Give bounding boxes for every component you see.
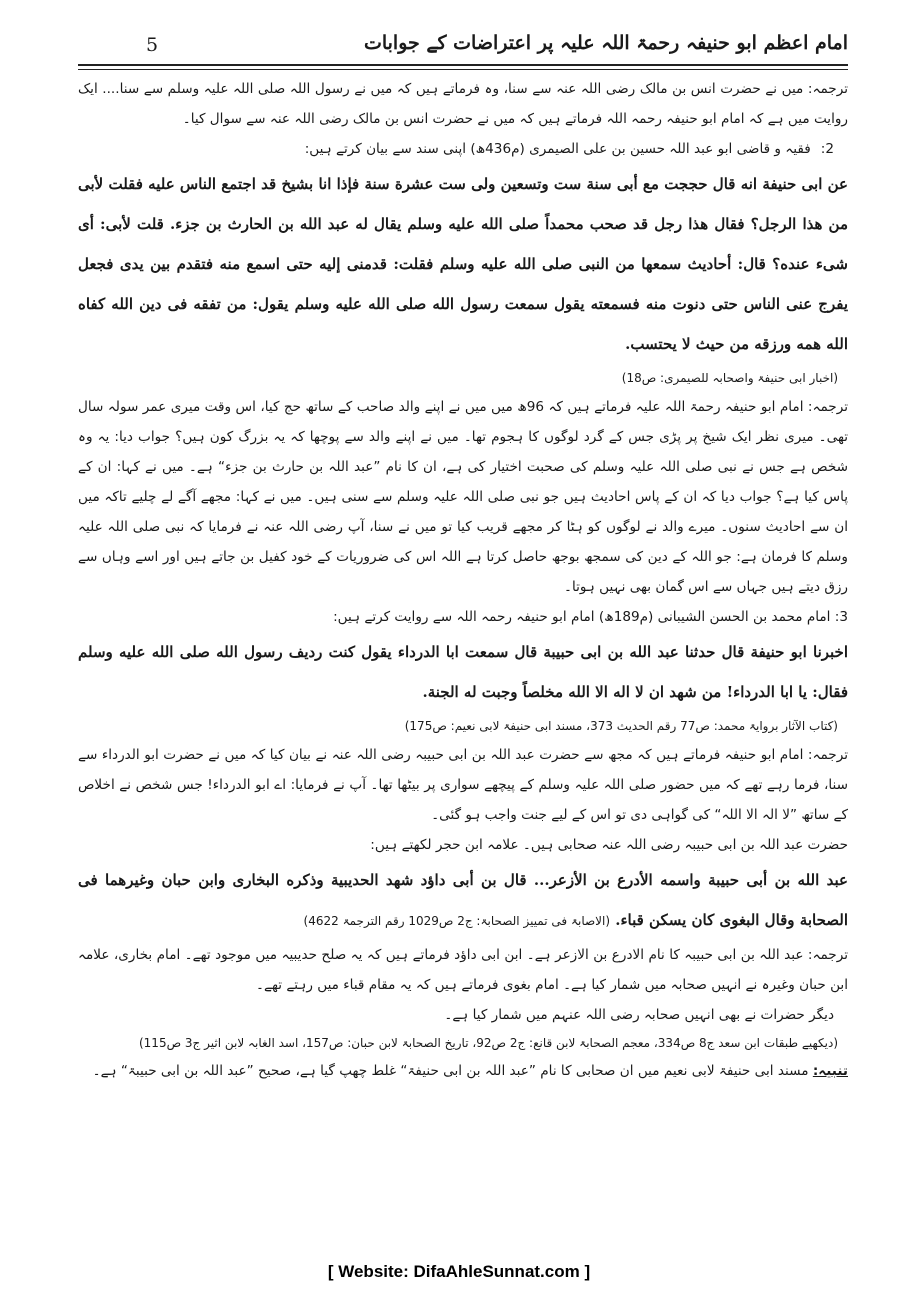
caution-note [78,1056,848,1086]
narration-intro-2 [78,134,848,164]
reference-2: (کتاب الآثار بروایۃ محمد: ص77 رقم الحدیث 373، مسند ابی حنیفۃ لابی نعیم: ص175) [404,719,838,733]
additional-statement: دیگر حضرات نے بھی انہیں صحابہ رضی اللہ عنہم میں شمار کیا ہے۔ [444,1007,834,1023]
narration-intro-text: فقیہ و قاضی ابو عبد اللہ حسین بن علی الصیمری (م436ھ) اپنی سند سے بیان کرتے ہیں: [304,141,811,157]
narration-intro-3: 3: امام محمد بن الحسن الشیبانی (م189ھ) امام ابو حنیفہ رحمہ اللہ سے روایت کرتے ہیں: [333,609,848,625]
arabic-narration-1: عن ابی حنیفة انه قال حججت مع أبی سنة ست وتسعین ولی ست عشرة سنة فإذا انا بشیخ قد اجتمع الناس علیه فقلت لأبی من هذا الرجل؟ فقال هذا رجل قد صحب محمداً صلی الله علیه وسلم یقال له عبد الله بن الحارث بن جزء. قلت لأبی: أی شیء عنده؟ قال: أحادیث سمعها من النبی صلی الله علیه وسلم فقلت: قدمنی إلیه حتی اسمع منه فتقدم بین یدی فجعل یفرج عنی الناس حتی دنوت منه فسمعته یقول سمعت رسول الله صلی الله علیه وسلم یقول: من تفقه فی دین الله کفاه الله همه ورزقه من حیث لا یحتسب. [78,175,848,353]
translation-paragraph-3: ترجمہ: امام ابو حنیفہ فرماتے ہیں کہ مجھ سے حضرت عبد اللہ بن ابی حبیبہ رضی اللہ عنہ نے بیان کیا کہ میں نے حضرت ابو الدرداء سے سنا، فرما رہے تھے کہ میں حضور صلی اللہ علیہ وسلم کے پیچھے سواری پر بیٹھا تھا۔ آپ نے فرمایا: اے ابو الدرداء! جس شخص نے اخلاص کے ساتھ ”لا الہ الا اللہ“ کی گواہی دی تو اس کے لیے جنت واجب ہو گئی۔ [78,747,848,823]
item-number: 2: [820,141,834,157]
caution-label: تنبیہ: [812,1063,848,1079]
page-number: 5 [146,34,159,56]
arabic-quote-ibn-hajar [78,860,848,940]
header-rule [78,64,848,66]
page-header [78,28,848,62]
page-body [78,74,848,1254]
translation-paragraph-4: ترجمہ: عبد اللہ بن ابی حبیبہ کا نام الادرع بن الازعر ہے۔ ابن ابی داؤد فرماتے ہیں کہ یہ صلح حدیبیہ میں موجود تھے۔ امام بخاری، علامہ ابن حبان وغیرہ نے انہیں صحابہ میں شمار کیا ہے۔ امام بغوی فرماتے ہیں کہ یہ مقام قباء میں رہتے تھے۔ [78,947,848,993]
translation-paragraph-1: ترجمہ: میں نے حضرت انس بن مالک رضی اللہ عنہ سے سنا، وہ فرماتے ہیں کہ میں نے رسول اللہ صلی اللہ علیہ وسلم سے سنا.... ایک روایت میں ہے کہ امام ابو حنیفہ رحمہ اللہ فرماتے ہیں کہ میں نے حضرت انس بن مالک رضی اللہ عنہ سے سوال کیا۔ [78,81,848,127]
reference-4: (دیکھیے طبقات ابن سعد ج8 ص334، معجم الصحابۃ لابن قانع: ج2 ص92، تاریخ الصحابۃ لابن حبان: ص157، اسد الغابہ لابن اثیر ج3 ص115) [138,1036,838,1050]
arabic-narration-2: اخبرنا ابو حنیفة قال حدثنا عبد الله بن ابی حبیبة قال سمعت ابا الدرداء یقول کنت ردیف رسول الله صلی الله علیه وسلم فقال: یا ابا الدرداء! من شهد ان لا اله الا الله مخلصاً وجبت له الجنة. [78,643,848,701]
caution-text: مسند ابی حنیفۃ لابی نعیم میں ان صحابی کا نام ”عبد اللہ بن ابی حنیفۃ“ غلط چھپ گیا ہے، صحیح ”عبد اللہ بن ابی حبیبۃ“ ہے۔ [92,1063,809,1079]
arabic-quote-text: عبد الله بن أبی حبیبة واسمه الأدرع بن الأزعر... قال بن أبی داؤد شهد الحدیبیة وذکره البخاری وابن حبان وغیرهما فی الصحابة وقال البغوی کان یسکن قباء. [78,871,848,929]
header-rule-inner [78,69,848,70]
companion-statement: حضرت عبد اللہ بن ابی حبیبہ رضی اللہ عنہ صحابی ہیں۔ علامہ ابن حجر لکھتے ہیں: [370,837,848,853]
reference-3-inline: (الاصابۃ فی تمییز الصحابۃ: ج2 ص1029 رقم الترجمۃ 4622) [303,914,611,928]
website-footer: [ Website: DifaAhleSunnat.com ] [327,1262,591,1281]
running-title: امام اعظم ابو حنیفہ رحمۃ اللہ علیہ پر اعتراضات کے جوابات [363,32,848,54]
reference-1: (اخبار ابی حنیفۃ واصحابہ للصیمری: ص18) [621,371,838,385]
translation-paragraph-2: ترجمہ: امام ابو حنیفہ رحمۃ اللہ علیہ فرماتے ہیں کہ 96ھ میں میں نے اپنے والد صاحب کے ساتھ حج کیا، اس وقت میری عمر سولہ سال تھی۔ میری نظر ایک شیخ پر پڑی جس کے گرد لوگوں کا ہجوم تھا۔ میں نے اپنے والد سے پوچھا کہ یہ بزرگ کون ہیں؟ جواب دیا: یہ وہ شخص ہے جس نے نبی صلی اللہ علیہ وسلم کی صحبت اختیار کی ہے، ان کا نام ”عبد اللہ بن حارث بن جزء“ ہے۔ میں نے کہا: ان کے پاس کیا ہے؟ جواب دیا کہ ان کے پاس احادیث ہیں جو نبی صلی اللہ علیہ وسلم سے سنی ہیں۔ میں نے کہا: مجھے آگے لے چلیے تاکہ میں ان سے احادیث سنوں۔ میرے والد نے لوگوں کو ہٹا کر مجھے قریب کیا تو میں نے سنا، آپ رضی اللہ عنہ نے فرمایا کہ نبی صلی اللہ علیہ وسلم کا فرمان ہے: جو اللہ کے دین کی سمجھ بوجھ حاصل کرتا ہے اللہ اس کی ضروریات کے خود کفیل بن جاتے ہیں اور اسے وہاں سے رزق دیتے ہیں جہاں سے اس گمان بھی نہیں ہوتا۔ [78,399,848,595]
